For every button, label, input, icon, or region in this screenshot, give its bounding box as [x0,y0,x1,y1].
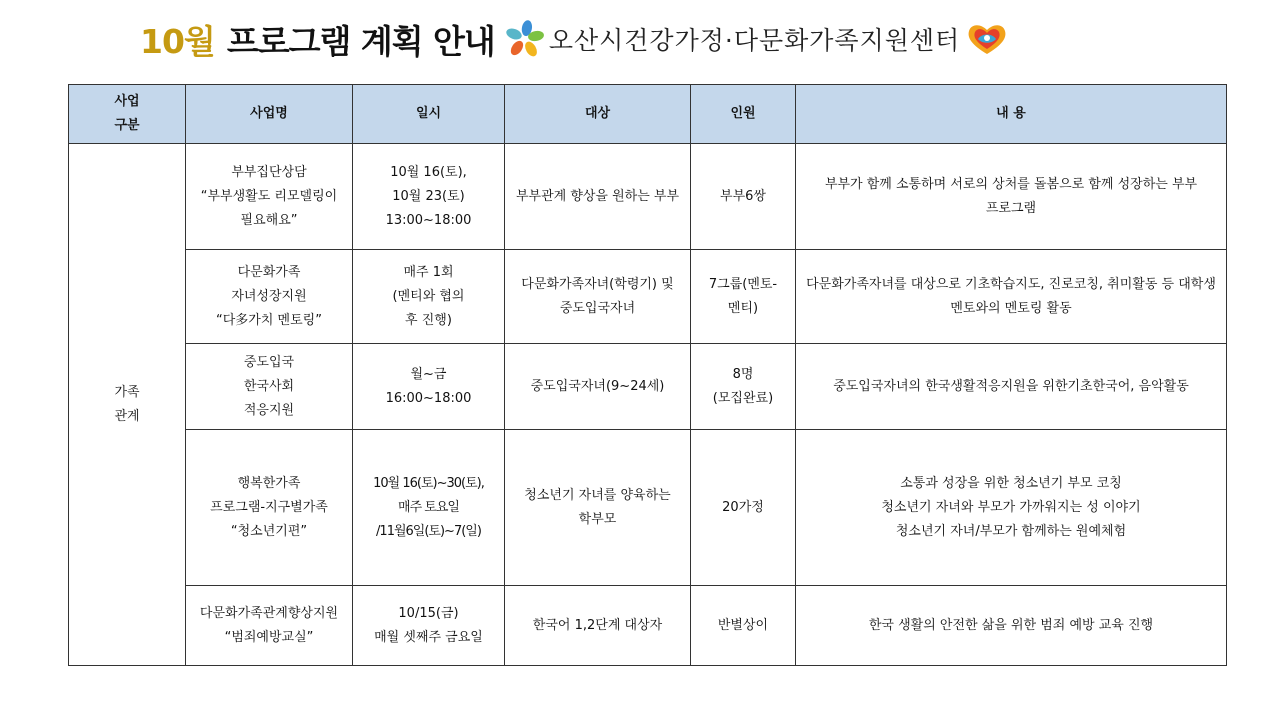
program-name: 부부집단상담 “부부생활도 리모델링이 필요해요” [186,144,353,250]
program-name: 다문화가족관계향상지원 “범죄예방교실” [186,586,353,666]
page-title [140,14,1010,64]
header-content: 내 용 [796,85,1227,144]
table-row [69,430,1227,586]
header-category: 사업 구분 [69,85,186,144]
program-date: 10월 16(토)~30(토), 매주 토요일 /11월6일(토)~7(일) [353,430,505,586]
pinwheel-leaf-logo-icon [503,19,547,59]
program-date: 월~금 16:00~18:00 [353,344,505,430]
program-people: 20가정 [691,430,796,586]
heart-logo-icon [964,21,1010,57]
program-content: 다문화가족자녀를 대상으로 기초학습지도, 진로코칭, 취미활동 등 대학생 멘토와의 멘토링 활동 [796,250,1227,344]
title-org: 오산시건강가정·다문화가족지원센터 [548,26,961,55]
program-date: 10/15(금) 매월 셋째주 금요일 [353,586,505,666]
program-people: 반별상이 [691,586,796,666]
program-target: 다문화가족자녀(학령기) 및 중도입국자녀 [505,250,691,344]
program-target: 청소년기 자녀를 양육하는 학부모 [505,430,691,586]
title-main: 프로그램 계획 안내 [226,21,495,61]
title-month: 10월 [140,21,215,61]
program-content: 소통과 성장을 위한 청소년기 부모 코칭 청소년기 자녀와 부모가 가까워지는 성 이야기 청소년기 자녀/부모가 함께하는 원예체험 [796,430,1227,586]
program-people: 8명 (모집완료) [691,344,796,430]
program-target: 중도입국자녀(9~24세) [505,344,691,430]
header-name: 사업명 [186,85,353,144]
program-date: 10월 16(토), 10월 23(토) 13:00~18:00 [353,144,505,250]
program-name: 중도입국 한국사회 적응지원 [186,344,353,430]
header-target: 대상 [505,85,691,144]
header-date: 일시 [353,85,505,144]
program-content: 부부가 함께 소통하며 서로의 상처를 돌봄으로 함께 성장하는 부부 프로그램 [796,144,1227,250]
category-cell: 가족 관계 [69,144,186,666]
program-content: 중도입국자녀의 한국생활적응지원을 위한기초한국어, 음악활동 [796,344,1227,430]
program-name: 다문화가족 자녀성장지원 “다多가치 멘토링” [186,250,353,344]
table-row [69,586,1227,666]
program-target: 한국어 1,2단계 대상자 [505,586,691,666]
program-plan-table [68,84,1227,666]
table-row [69,250,1227,344]
table-header-row [69,85,1227,144]
table-row [69,144,1227,250]
table-row [69,344,1227,430]
program-target: 부부관계 향상을 원하는 부부 [505,144,691,250]
program-content: 한국 생활의 안전한 삶을 위한 범죄 예방 교육 진행 [796,586,1227,666]
header-people: 인원 [691,85,796,144]
program-people: 7그룹(멘토- 멘티) [691,250,796,344]
program-people: 부부6쌍 [691,144,796,250]
program-name: 행복한가족 프로그램-지구별가족 “청소년기편” [186,430,353,586]
program-date: 매주 1회 (멘티와 협의 후 진행) [353,250,505,344]
